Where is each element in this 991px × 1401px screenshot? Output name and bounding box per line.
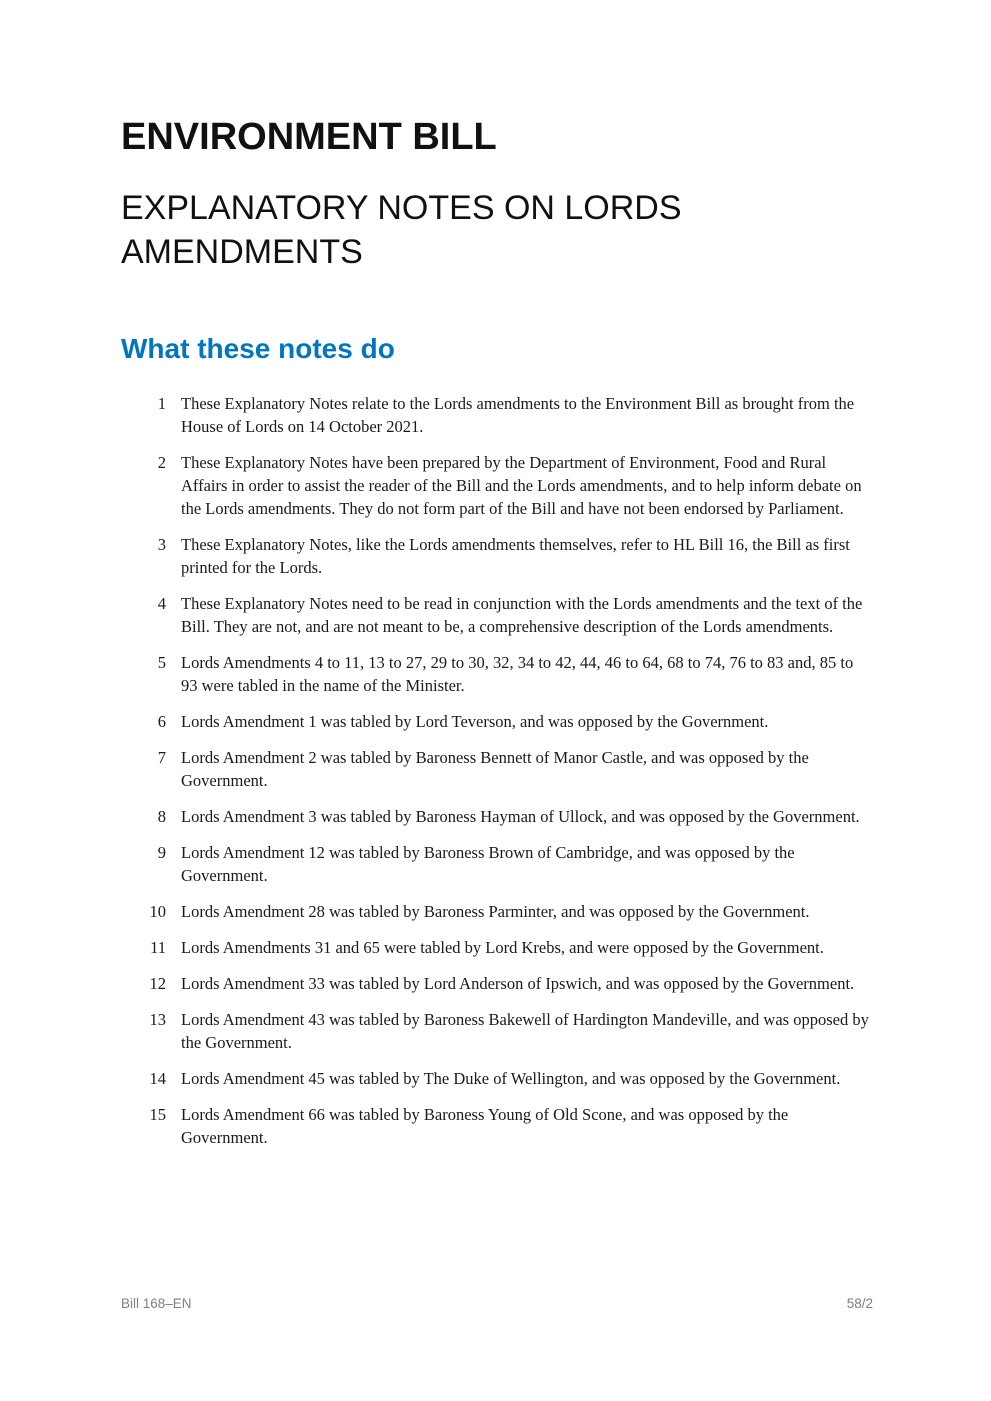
note-item	[121, 710, 873, 733]
note-text: Lords Amendment 12 was tabled by Baroness Brown of Cambridge, and was opposed by the Government.	[181, 842, 795, 885]
footer-page-number: 58/2	[846, 1296, 873, 1311]
note-number: 7	[157, 747, 166, 767]
note-text: Lords Amendment 45 was tabled by The Duke of Wellington, and was opposed by the Government.	[181, 1068, 841, 1088]
note-text: Lords Amendment 1 was tabled by Lord Teverson, and was opposed by the Government.	[181, 711, 769, 731]
footer-bill-number: Bill 168–EN	[121, 1296, 192, 1311]
note-item	[121, 841, 873, 887]
note-text: Lords Amendment 43 was tabled by Baroness Bakewell of Hardington Mandeville, and was opposed by the Government.	[181, 1009, 869, 1052]
note-number: 12	[149, 973, 166, 993]
note-text: Lords Amendment 2 was tabled by Baroness Bennett of Manor Castle, and was opposed by the Government.	[181, 747, 809, 790]
note-number: 15	[149, 1104, 166, 1124]
note-text: These Explanatory Notes relate to the Lords amendments to the Environment Bill as brought from the House of Lords on 14 October 2021.	[181, 393, 855, 436]
note-item	[121, 900, 873, 923]
note-text: Lords Amendment 3 was tabled by Baroness Hayman of Ullock, and was opposed by the Government.	[181, 806, 860, 826]
note-item	[121, 1067, 873, 1090]
document-title: ENVIRONMENT BILL	[121, 116, 497, 158]
note-number: 8	[157, 806, 166, 826]
note-item	[121, 651, 873, 697]
note-number: 1	[157, 393, 166, 413]
page-footer	[121, 1296, 873, 1311]
note-item	[121, 936, 873, 959]
notes-list	[121, 392, 873, 1149]
note-item	[121, 533, 873, 579]
note-number: 4	[157, 593, 166, 613]
note-number: 2	[157, 452, 166, 472]
section-heading: What these notes do	[121, 333, 395, 365]
note-number: 10	[149, 901, 166, 921]
note-item	[121, 392, 873, 438]
note-number: 9	[157, 842, 166, 862]
document-content	[121, 0, 873, 1162]
note-text: These Explanatory Notes have been prepared by the Department of Environment, Food and Rural Affairs in order to assist the reader of the Bill and the Lords amendments, and to help inform debate on the Lords amendments. They do not form part of the Bill and have not been endorsed by Parliament.	[181, 452, 862, 518]
note-item	[121, 451, 873, 520]
note-item	[121, 1008, 873, 1054]
note-text: These Explanatory Notes, like the Lords amendments themselves, refer to HL Bill 16, the Bill as first printed for the Lords.	[181, 534, 850, 577]
note-item	[121, 805, 873, 828]
note-text: Lords Amendment 66 was tabled by Baroness Young of Old Scone, and was opposed by the Government.	[181, 1104, 789, 1147]
note-text: These Explanatory Notes need to be read in conjunction with the Lords amendments and the text of the Bill. They are not, and are not meant to be, a comprehensive description of the Lords amendments.	[181, 593, 863, 636]
note-item	[121, 1103, 873, 1149]
note-item	[121, 746, 873, 792]
document-subtitle: EXPLANATORY NOTES ON LORDS AMENDMENTS	[121, 188, 682, 271]
note-text: Lords Amendments 4 to 11, 13 to 27, 29 to 30, 32, 34 to 42, 44, 46 to 64, 68 to 74, 76 to 83 and, 85 to 93 were tabled in the name of the Minister.	[181, 652, 854, 695]
note-text: Lords Amendment 28 was tabled by Baroness Parminter, and was opposed by the Government.	[181, 901, 810, 921]
note-item	[121, 972, 873, 995]
note-text: Lords Amendment 33 was tabled by Lord Anderson of Ipswich, and was opposed by the Government.	[181, 973, 855, 993]
note-number: 3	[157, 534, 166, 554]
note-text: Lords Amendments 31 and 65 were tabled by Lord Krebs, and were opposed by the Government.	[181, 937, 824, 957]
note-number: 6	[157, 711, 166, 731]
note-number: 14	[149, 1068, 166, 1088]
note-item	[121, 592, 873, 638]
note-number: 5	[157, 652, 166, 672]
note-number: 13	[149, 1009, 166, 1029]
note-number: 11	[150, 937, 166, 957]
